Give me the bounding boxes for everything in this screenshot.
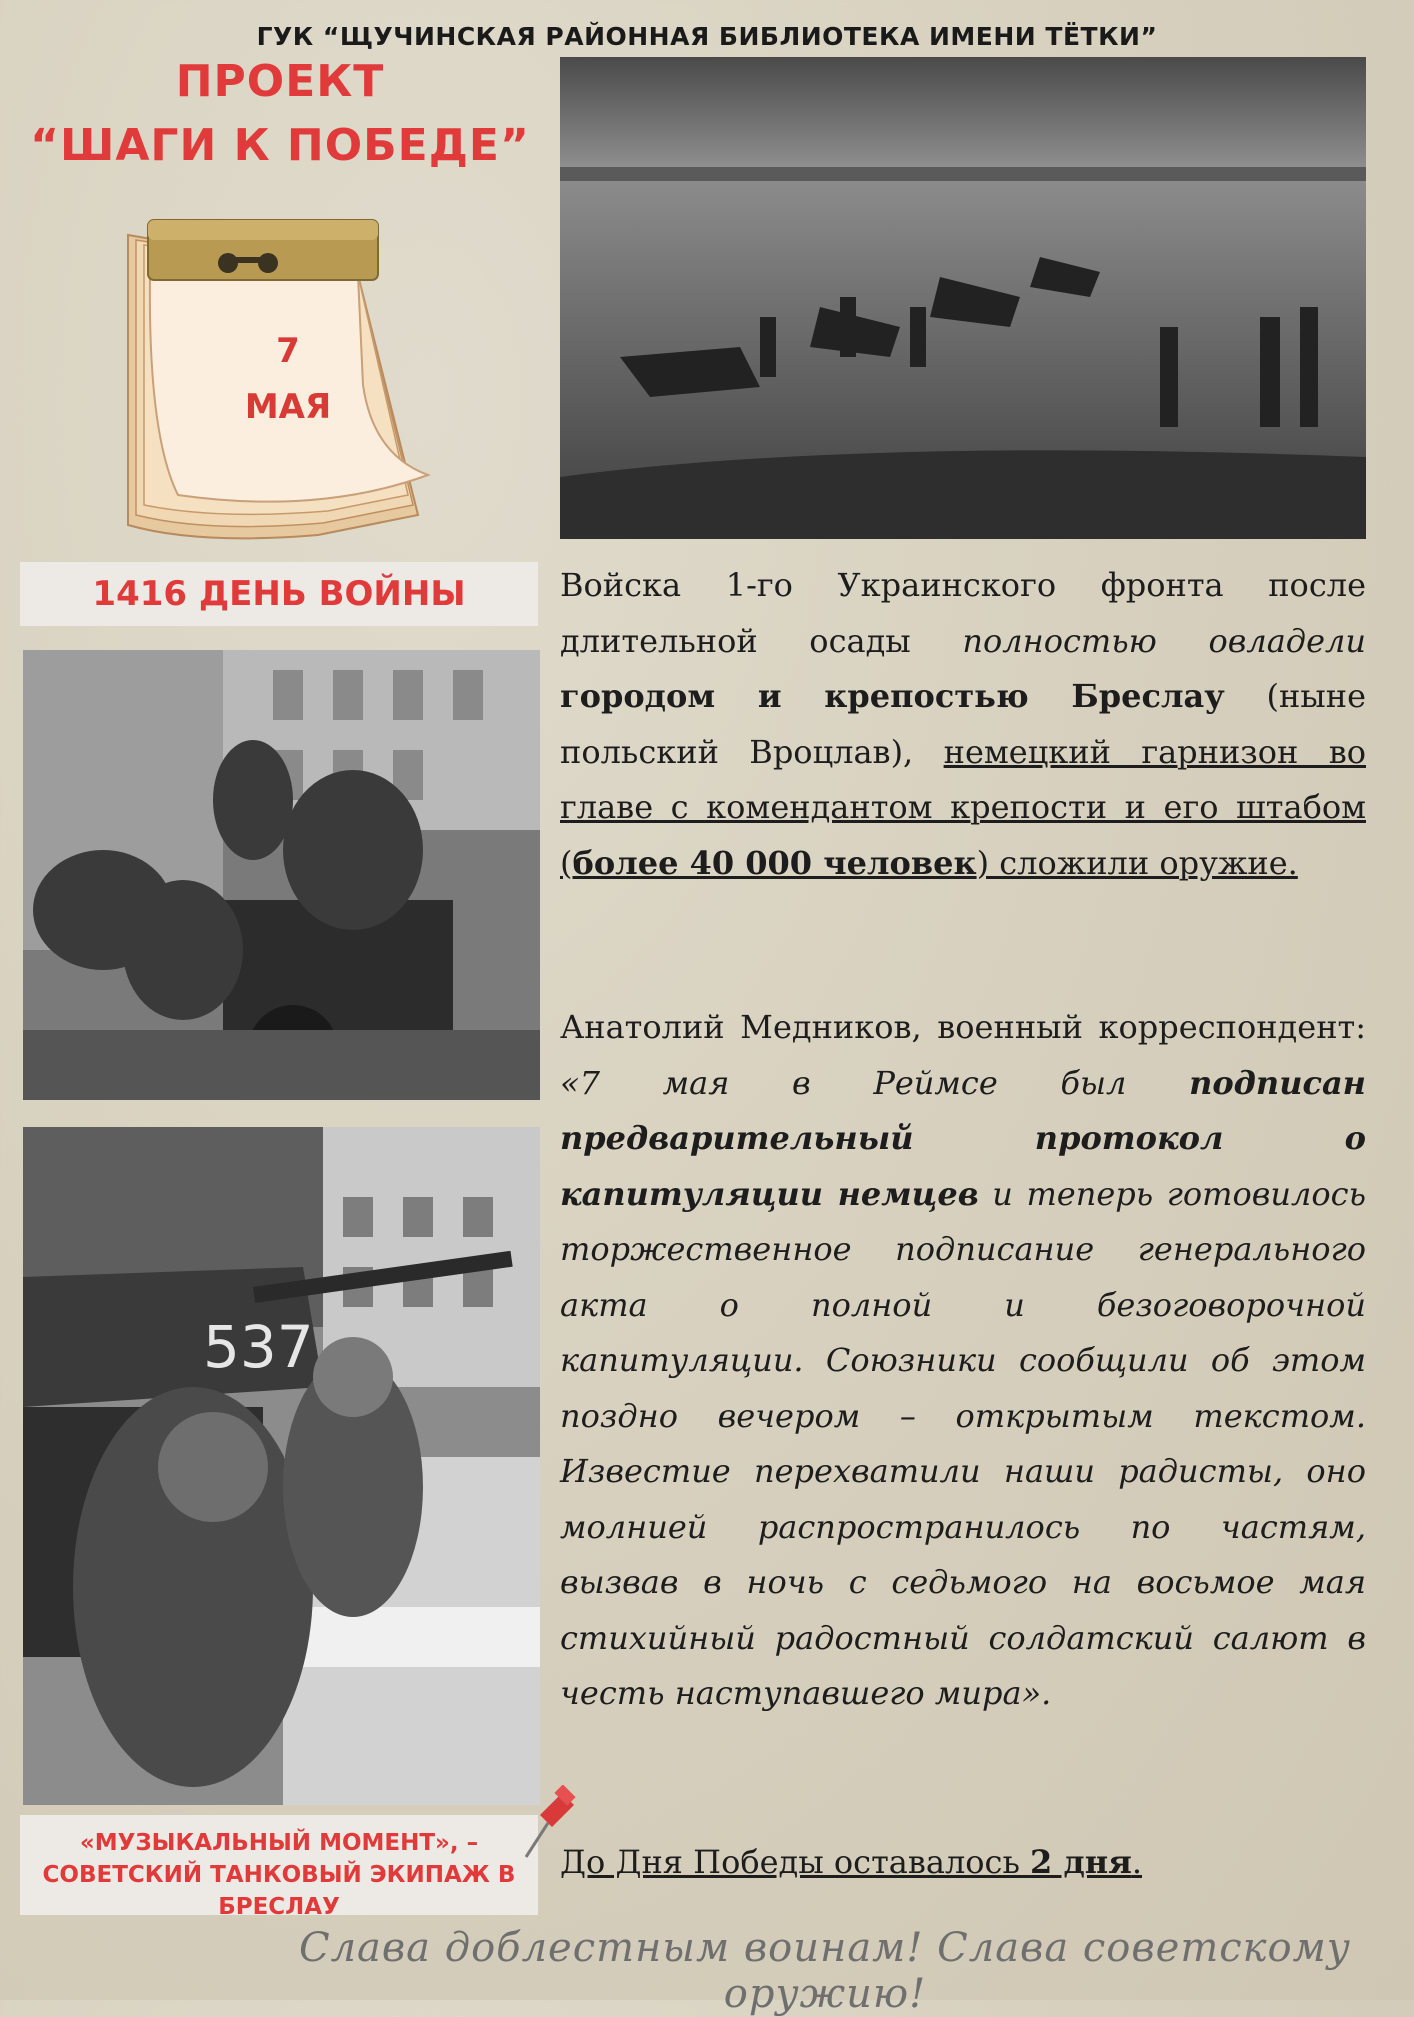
calendar-icon: [118, 215, 448, 545]
war-day-badge: 1416 ДЕНЬ ВОЙНЫ: [20, 562, 538, 626]
p2-quote-rest: и теперь готовилось торжественное подписание генерального акта о полной и безоговорочной капитуляции. Союзники сообщили об этом поздно вечером – открытым текстом. Известие перехватили наши радисты, оно молнией распространилось по частям, вызвав в ночь с седьмого на восьмое мая стихийный радостный солдатский салют в честь наступавшего мира».: [560, 1174, 1366, 1712]
p1-bold-city: городом и крепостью Бреслау: [560, 677, 1225, 715]
p1-underline: немецкий гарнизон во главе с комендантом крепости и его штабом (: [560, 732, 1367, 882]
artillery-photo: [560, 57, 1366, 539]
organization-title: ГУК “ЩУЧИНСКАЯ РАЙОННАЯ БИБЛИОТЕКА ИМЕНИ ТЁТКИ”: [256, 22, 1158, 51]
p3-dot: .: [1131, 1843, 1143, 1881]
p3-days: 2 дня: [1030, 1843, 1132, 1881]
soldiers-truck-photo: [23, 650, 540, 1100]
project-title-line1: ПРОЕКТ: [175, 56, 385, 107]
svg-text:537: 537: [203, 1313, 314, 1381]
caption-line3: БРЕСЛАУ: [218, 1894, 340, 1920]
p3-text: До Дня Победы оставалось: [560, 1843, 1031, 1881]
p1-text: Войска 1-го Украинского фронта после длительной осады: [560, 566, 1366, 660]
calendar-month: МАЯ: [244, 387, 332, 427]
project-title-line2: “ШАГИ К ПОБЕДЕ”: [30, 120, 530, 171]
tank-crew-piano-photo: [23, 1127, 540, 1805]
footer-slogan: Слава доблестным воинам! Слава советскому оружию!: [298, 1925, 1352, 2017]
calendar-day: 7: [276, 331, 300, 371]
paragraph-countdown: [560, 1835, 1366, 1891]
p1-bold-count: более 40 000 человек: [572, 843, 977, 882]
p1-underline-end: ) сложили оружие.: [976, 843, 1298, 882]
p2-quote-start: «7 мая в Реймсе был: [560, 1063, 1190, 1102]
photo-caption: [20, 1815, 538, 1920]
p1-italic: полностью овладели: [962, 621, 1367, 660]
calendar-date: [198, 323, 378, 435]
p2-quote-bold: подписан предварительный протокол о капитуляции немцев: [560, 1063, 1366, 1213]
caption-line1: «МУЗЫКАЛЬНЫЙ МОМЕНТ», –: [79, 1830, 479, 1856]
paragraph-mednikov: [560, 1000, 1366, 1722]
p2-author: Анатолий Медников, военный корреспондент:: [560, 1008, 1366, 1046]
p1-text-2: (ныне польский Вроцлав),: [560, 677, 1366, 771]
caption-line2: СОВЕТСКИЙ ТАНКОВЫЙ ЭКИПАЖ В: [42, 1862, 516, 1888]
paragraph-breslau: [560, 558, 1366, 891]
